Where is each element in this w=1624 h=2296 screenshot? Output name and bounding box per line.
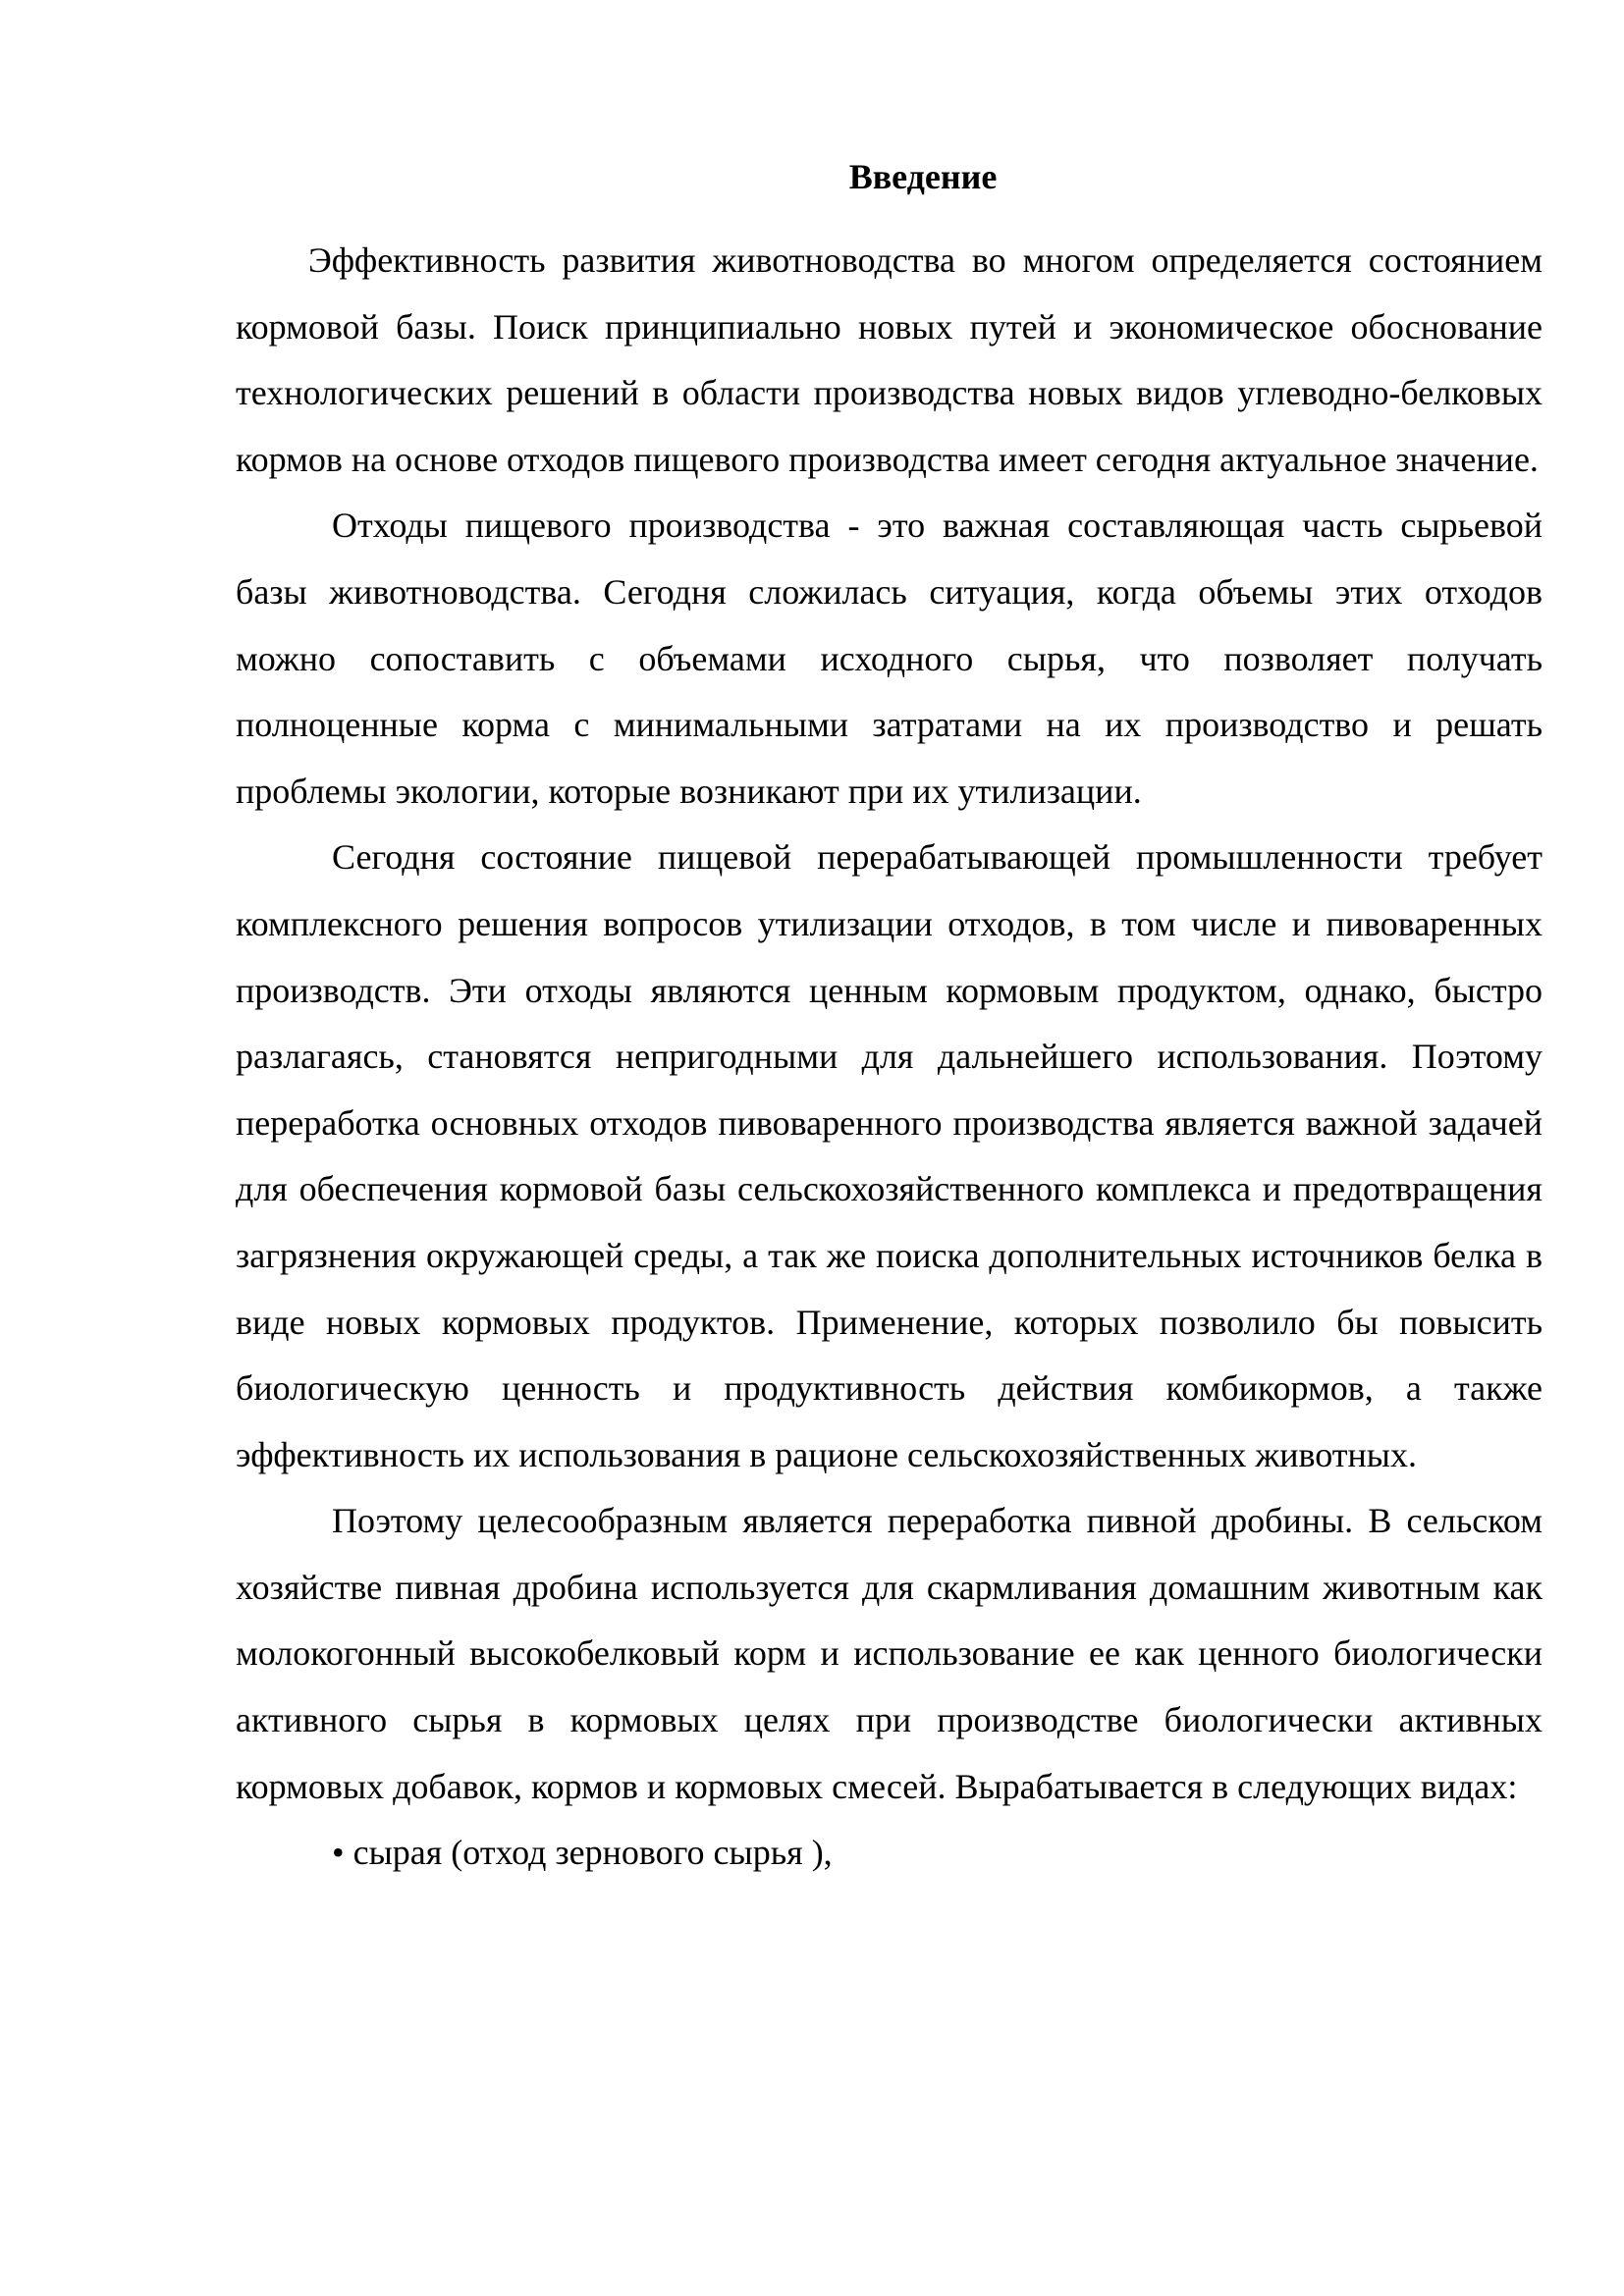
document-body bbox=[236, 228, 1543, 1887]
page-title: Введение bbox=[848, 157, 998, 196]
paragraph-4: Поэтому целесообразным является переработка пивной дробины. В сельском хозяйстве пивная дробина используется для скармливания домашним животным как молокогонный высокобелковый корм и использование ее как ценного биологически активного сырья в кормовых целях при производстве биологически активных кормовых добавок, кормов и кормовых смесей. Вырабатывается в следующих видах: bbox=[236, 1501, 1543, 1806]
paragraph-3: Сегодня состояние пищевой перерабатывающей промышленности требует комплексного решения вопросов утилизации отходов, в том числе и пивоваренных производств. Эти отходы являются ценным кормовым продуктом, однако, быстро разлагаясь, становятся непригодными для дальнейшего использования. Поэтому переработка основных отходов пивоваренного производства является важной задачей для обеспечения кормовой базы сельскохозяйственного комплекса и предотвращения загрязнения окружающей среды, а так же поиска дополнительных источников белка в виде новых кормовых продуктов. Применение, которых позволило бы повысить биологическую ценность и продуктивность действия комбикормов, а также эффективность их использования в рационе сельскохозяйственных животных. bbox=[236, 837, 1543, 1474]
list-item: • сырая (отход зернового сырья ), bbox=[332, 1833, 833, 1873]
paragraph-2: Отходы пищевого производства - это важная составляющая часть сырьевой базы животноводства. Сегодня сложилась ситуация, когда объемы этих отходов можно сопоставить с объемами исходного сырья, что позволяет получать полноценные корма с минимальными затратами на их производство и решать проблемы экологии, которые возникают при их утилизации. bbox=[236, 506, 1543, 811]
paragraph-1: Эффективность развития животноводства во многом определяется состоянием кормовой базы. Поиск принципиально новых путей и экономическое обоснование технологических решений в области производства новых видов углеводно-белковых кормов на основе отходов пищевого производства имеет сегодня актуальное значение. bbox=[236, 240, 1543, 479]
